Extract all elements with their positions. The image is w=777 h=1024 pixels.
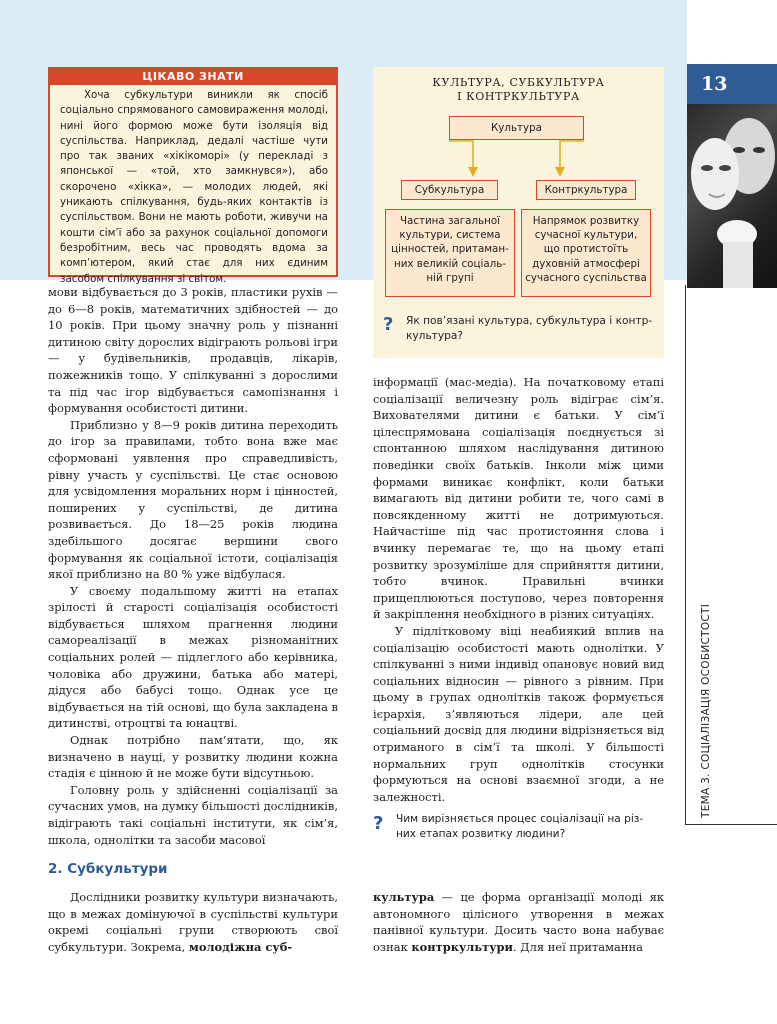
chapter-number: 13	[687, 64, 777, 104]
subculture-desc-line: цінностей, притаман-	[391, 243, 509, 256]
section-text: . Для неї притаманна	[513, 939, 643, 954]
paragraph: Приблизно у 8—9 років дитина переходить до ігор за правилами, тобто вона вже має сформовані уявлення про справедливість, рівну участь у суспільстві. Це стає основою для усвідомлення моральних норм і цінностей, поширених у суспільстві, де дитина розвивається. До 18—25 років людина здебільшого досягає вершини свого формування як соціальної істоти, соціалізація якої приблизно на 80 % уже відбулася.	[48, 417, 338, 582]
diagram-subculture-desc	[385, 209, 515, 297]
counterculture-desc-line: сучасного суспільства	[525, 271, 647, 284]
section-left-text	[48, 889, 338, 955]
question-line: них етапах розвитку людини?	[396, 828, 566, 840]
subculture-desc-line: Частина загальної	[399, 215, 501, 227]
did-you-know-box	[48, 67, 338, 285]
masks-photo	[687, 104, 777, 288]
subculture-desc-line: ній групі	[426, 271, 474, 284]
term-counterculture: контркультури	[411, 939, 514, 954]
culture-diagram	[373, 67, 664, 358]
subculture-desc-line: них великій соціаль-	[393, 257, 507, 270]
diagram-title-line1: КУЛЬТУРА, СУБКУЛЬТУРА	[432, 76, 605, 89]
counterculture-desc-line: сучасної культури,	[534, 229, 638, 242]
did-you-know-text: Хоча субкультури виникли як спосіб соціально спрямованого самовираження молоді, нині його формою може бути ізоляція від суспільства. Наприклад, дедалі частіше чути про так званих «хікікоморі» (у перекладі з японської — «той, хто замкнувся»), або скорочено «хікка», — молодих людей, які уникають спілкування, будь-яких контактів із суспільством. Вони не мають роботи, живучи на кошти сім’ї або за рахунок соціальної допомоги безробітним, весь час проводять вдома за комп’ютером, який стає для них єдиним засобом спілкування зі світом.	[60, 89, 328, 285]
paragraph: Однак потрібно пам’ятати, що, як визначено в науці, у розвитку людини кожна стадія є цінною й не може бути відсутньою.	[48, 733, 338, 781]
diagram-box-subculture: Субкультура	[401, 180, 498, 200]
term-youth-subculture: молодіжна суб-	[188, 939, 293, 954]
did-you-know-heading: ЦІКАВО ЗНАТИ	[50, 69, 336, 85]
section-question	[396, 812, 666, 842]
left-column	[48, 284, 338, 848]
subculture-desc-line: культури, система	[399, 229, 501, 242]
question-line: культура?	[406, 330, 463, 342]
section-text: — це форма організації молоді як автономного цілісного утворення в межах панівної культури. Досить часто вона набуває ознак	[373, 890, 664, 954]
right-column	[373, 374, 664, 805]
counterculture-desc-line: духовній атмосфері	[532, 257, 640, 270]
counterculture-desc-line: що протистоїть	[543, 243, 629, 256]
section-heading: 2. Субкультури	[48, 861, 168, 877]
diagram-box-counterculture: Контркультура	[536, 180, 636, 200]
paragraph: У підлітковому віці неабиякий вплив на соціалізацію особистості мають однолітки. У спілкуванні з ними індивід опановує новий вид соціальних відносин — рівного з рівним. При цьому в групах однолітків також формується ієрархія, з’являються лідери, але цей соціальний досвід для людини відрізняється від отриманого в сім’ї та школі. У більшості нормальних груп однолітків стосунки формуються на основі взаємної згоди, а не залежності.	[373, 623, 664, 804]
question-icon: ?	[383, 314, 394, 335]
diagram-box-culture: Культура	[449, 116, 584, 140]
diagram-title-line2: І КОНТРКУЛЬТУРА	[457, 90, 580, 103]
section-right-text	[373, 889, 664, 955]
section-text: Дослідники розвитку культури визначають, що в межах домінуючої в суспільстві культури окремі соціальні групи створюють свої субкультури. Зокрема,	[48, 890, 338, 954]
diagram-question	[406, 314, 656, 344]
paragraph: мови відбувається до 3 років, пластики рухів — до 6—8 років, математичних здібностей — до 10 років. При цьому значну роль у пізнанні дитиною світу дорослих відіграють рольові ігри — у будівельників, продавців, лікарів, пожежників тощо. У спілкуванні з дорослими та під час ігор відбувається самопізнання і формування особистості дитини.	[48, 285, 338, 416]
question-line: Чим вирізняється процес соціалізації на різ-	[396, 813, 644, 825]
paragraph: інформації (мас-медіа). На початковому етапі соціалізації величезну роль відіграє сім’я. Вихователями дитини є батьки. У сім’ї цілеспрямована соціалізація поєднується зі спонтанною шляхом наслідування дитиною поведінки своїх батьків. Інколи між цими формами виникає конфлікт, коли батьки вимагають від дитини робити те, чого самі в повсякденному житті не дотримуються. Найчастіше під час протистояння слова і вчинку перемагає те, що на цьому етапі розвитку зрозуміліше для сприйняття дитини, тобто вчинок. Правильні вчинки прищеплюються поступово, через повторення й закріплення необхідного в різних ситуаціях.	[373, 375, 664, 622]
side-divider	[685, 285, 686, 825]
counterculture-desc-line: Напрямок розвитку	[532, 215, 640, 227]
masks-illustration	[687, 104, 777, 288]
diagram-counterculture-desc	[521, 209, 651, 297]
paragraph: Головну роль у здійсненні соціалізації за сучасних умов, на думку більшості дослідників, відіграють такі соціальні інститути, як сім’я, школа, однолітки та засоби масової	[48, 782, 338, 847]
question-line: Як пов’язані культура, субкультура і контр-	[406, 315, 653, 327]
term-culture: культура	[373, 890, 435, 904]
paragraph: У своєму подальшому житті на етапах зрілості й старості соціалізація особистості відбувається шляхом прагнення людини самореалізації в межах різноманітних соціальних ролей — підлеглого або керівника, чоловіка або дружини, батька або матері, дідуся або бабусі тощо. Однак усе це відбувається на тій основі, що була закладена в дитинстві, отроцтві та юнацтві.	[48, 583, 338, 731]
side-divider-bottom	[685, 824, 777, 825]
question-icon: ?	[373, 813, 384, 834]
running-title: ТЕМА 3. СОЦІАЛІЗАЦІЯ ОСОБИСТОСТІ	[700, 603, 712, 818]
